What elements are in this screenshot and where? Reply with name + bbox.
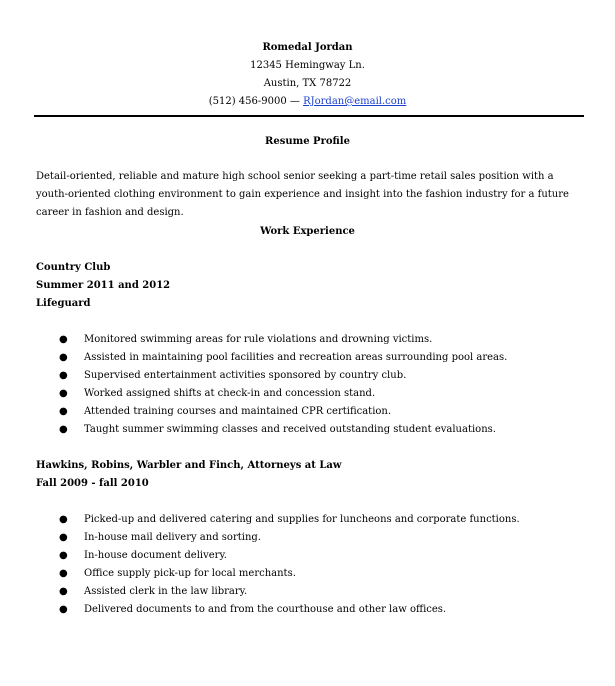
bullet-icon: ● bbox=[59, 388, 68, 399]
bullet-icon: ● bbox=[59, 370, 68, 381]
bullet-icon: ● bbox=[59, 352, 68, 363]
job-title: Lifeguard bbox=[36, 298, 91, 309]
job-duty: Delivered documents to and from the courthouse and other law offices. bbox=[84, 604, 447, 615]
bullet-icon: ● bbox=[59, 514, 68, 525]
applicant-name: Romedal Jordan bbox=[262, 42, 353, 53]
phone-number: (512) 456-9000 — bbox=[208, 96, 304, 107]
job-duty: Worked assigned shifts at check-in and concession stand. bbox=[84, 388, 376, 399]
bullet-icon: ● bbox=[59, 568, 68, 579]
profile-heading: Resume Profile bbox=[265, 136, 350, 147]
job-employer: Country Club bbox=[36, 262, 111, 273]
job-duty: Supervised entertainment activities sponsored by country club. bbox=[84, 370, 407, 381]
job-duty: Picked-up and delivered catering and supplies for luncheons and corporate functions. bbox=[84, 514, 520, 525]
job-duty: Attended training courses and maintained CPR certification. bbox=[84, 406, 392, 417]
bullet-icon: ● bbox=[59, 532, 68, 543]
job-duty: Assisted clerk in the law library. bbox=[84, 586, 248, 597]
city-line: Austin, TX 78722 bbox=[263, 78, 352, 89]
bullet-icon: ● bbox=[59, 586, 68, 597]
job-duty: Monitored swimming areas for rule violations and drowning victims. bbox=[84, 334, 433, 345]
job-duty: In-house mail delivery and sorting. bbox=[84, 532, 261, 543]
header-divider bbox=[34, 115, 584, 117]
bullet-icon: ● bbox=[59, 406, 68, 417]
job-duty: Taught summer swimming classes and received outstanding student evaluations. bbox=[84, 424, 496, 435]
bullet-icon: ● bbox=[59, 334, 68, 345]
job-duty: Assisted in maintaining pool facilities and recreation areas surrounding pool areas. bbox=[84, 352, 508, 363]
address-line: 12345 Hemingway Ln. bbox=[250, 60, 365, 71]
contact-line bbox=[0, 96, 615, 107]
job-duty: Office supply pick-up for local merchants. bbox=[84, 568, 296, 579]
bullet-icon: ● bbox=[59, 424, 68, 435]
job-duty: In-house document delivery. bbox=[84, 550, 227, 561]
job-employer: Hawkins, Robins, Warbler and Finch, Attorneys at Law bbox=[36, 460, 342, 471]
work-experience-heading: Work Experience bbox=[260, 226, 355, 237]
bullet-icon: ● bbox=[59, 550, 68, 561]
job-dates: Summer 2011 and 2012 bbox=[36, 280, 171, 291]
email-link[interactable]: RJordan@email.com bbox=[303, 96, 407, 107]
bullet-icon: ● bbox=[59, 604, 68, 615]
profile-text: Detail-oriented, reliable and mature high school senior seeking a part-time retail sales position with a youth-oriented clothing environment to gain experience and insight into the fashion industry for a future career in fashion and design. bbox=[36, 171, 569, 218]
job-dates: Fall 2009 - fall 2010 bbox=[36, 478, 149, 489]
